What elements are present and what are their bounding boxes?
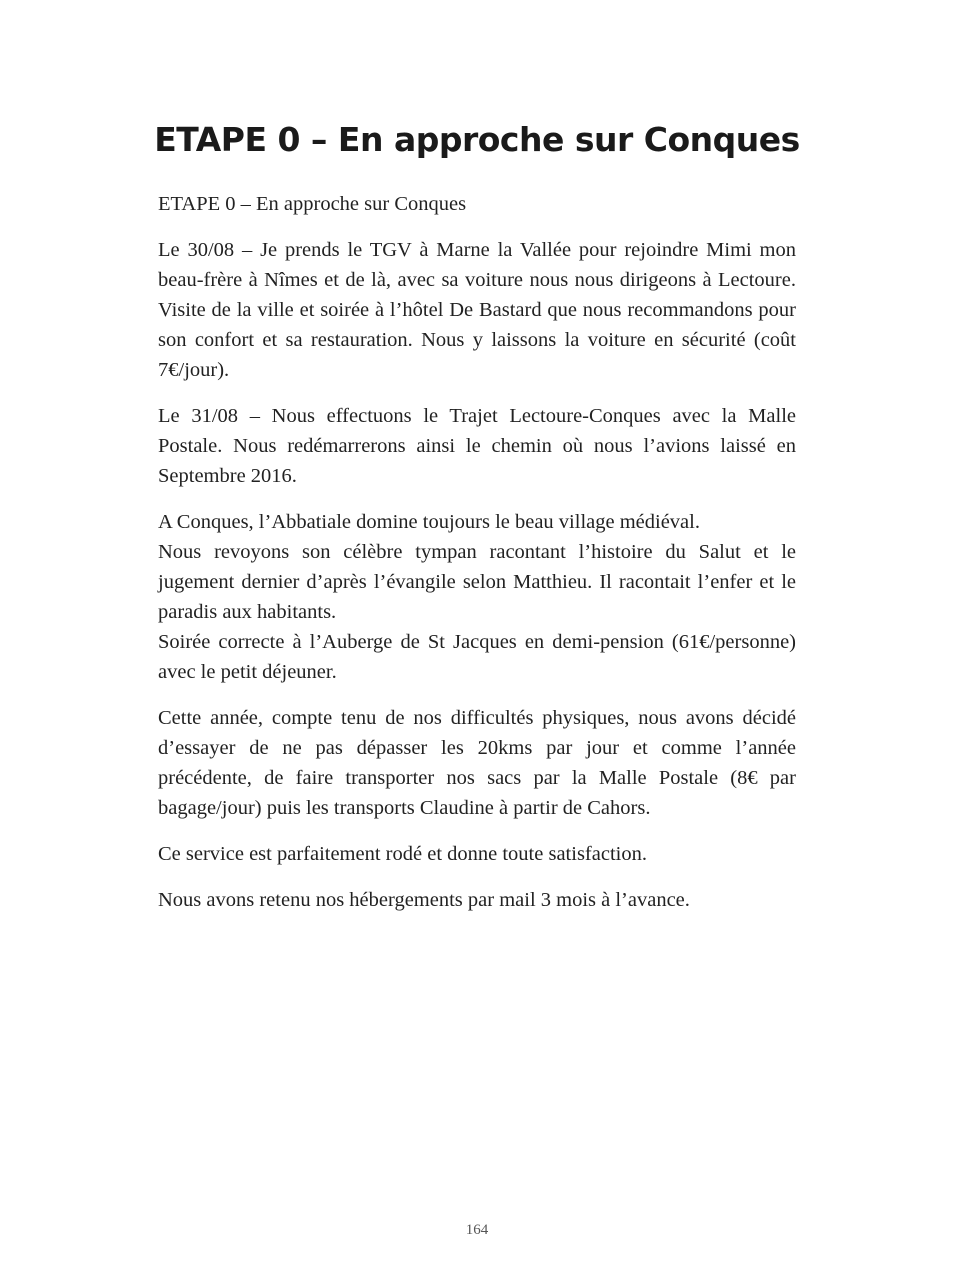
paragraph-auberge: Soirée correcte à l’Auberge de St Jacques en demi-pension (61€/personne) avec le petit déjeuner.: [158, 631, 796, 683]
page-title: ETAPE 0 – En approche sur Conques: [154, 120, 800, 159]
paragraph-service: Ce service est parfaitement rodé et donne toute satisfaction.: [158, 843, 647, 865]
paragraph-tympan: Nous revoyons son célèbre tympan racontant l’histoire du Salut et le jugement dernier d’après l’évangile selon Matthieu. Il racontait l’enfer et le paradis aux habitants.: [158, 541, 796, 623]
paragraph-conques: A Conques, l’Abbatiale domine toujours le beau village médiéval.: [158, 511, 700, 533]
paragraph-30-08: Le 30/08 – Je prends le TGV à Marne la Vallée pour rejoindre Mimi mon beau-frère à Nîmes et de là, avec sa voiture nous nous dirigeons à Lectoure. Visite de la ville et soirée à l’hôtel De Bastard que nous recommandons pour son confort et sa restauration. Nous y laissons la voiture en sécurité (coût 7€/jour).: [158, 239, 796, 381]
paragraph-hebergements: Nous avons retenu nos hébergements par mail 3 mois à l’avance.: [158, 889, 690, 911]
document-body: [158, 189, 796, 931]
paragraph-subtitle: ETAPE 0 – En approche sur Conques: [158, 193, 467, 215]
paragraph-difficultes: Cette année, compte tenu de nos difficultés physiques, nous avons décidé d’essayer de ne pas dépasser les 20kms par jour et comme l’année précédente, de faire transporter nos sacs par la Malle Postale (8€ par bagage/jour) puis les transports Claudine à partir de Cahors.: [158, 707, 796, 819]
paragraph-31-08: Le 31/08 – Nous effectuons le Trajet Lectoure-Conques avec la Malle Postale. Nous redémarrerons ainsi le chemin où nous l’avions laissé en Septembre 2016.: [158, 405, 796, 487]
page-number: 164: [465, 1222, 489, 1238]
